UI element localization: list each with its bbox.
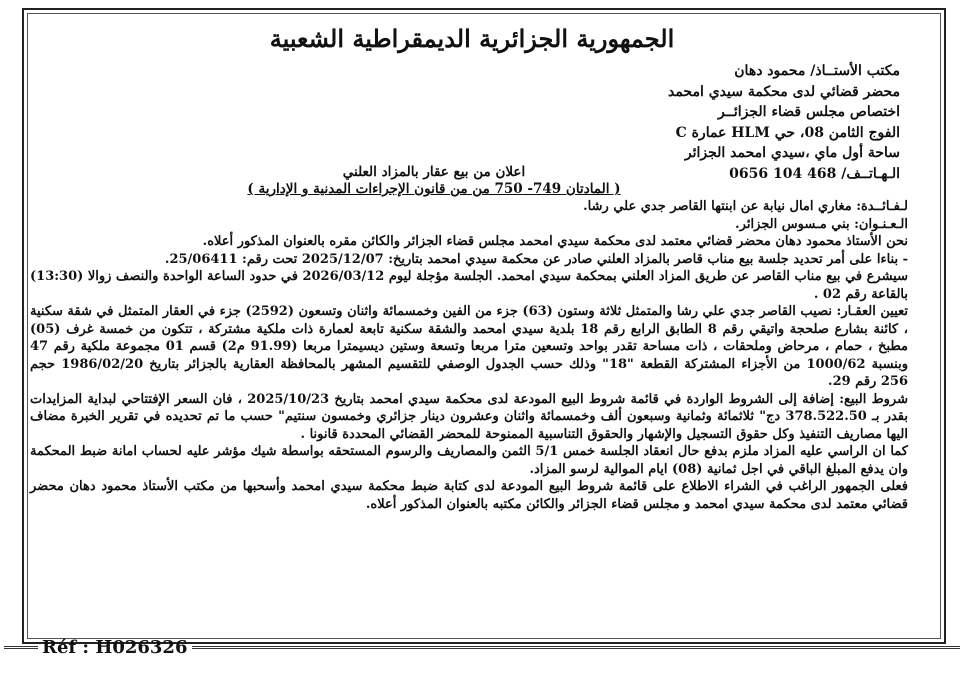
body-paragraph: شروط البيع: إضافة إلى الشروط الواردة في قائمة شروط البيع المودعة لدى محكمة سيدي امحمد بتاريخ 2025/10/23 ، فان السعر الإفتتاحي لبداية المزايدات بقدر بـ 378.522.50 دج" ثلاثمائة وثمانية وسبعون ألف وخمسمائة واثنان وعشرون دينار جزائري وخمسون سنتيم" حسب ما تم تحديده في تقرير الخبرة مضاف اليها مصاريف التنفيذ وكل حقوق التسجيل والإشهار والحقوق التناسبية الممنوحة للمحضر القضائي المحددة قانونا . <box>30 391 908 442</box>
office-line: مكتب الأستــاذ/ محمود دهان <box>734 63 900 79</box>
body-paragraph: - بناءا على أمر تحديد جلسة بيع مناب قاصر بالمزاد العلني صادر عن محكمة سيدي امحمد بتاريخ: 2025/12/07 تحت رقم: 25/06411. <box>164 251 908 267</box>
office-line: محضر قضائي لدى محكمة سيدي امحمد <box>667 83 900 100</box>
republic-heading: الجمهورية الجزائرية الديمقراطية الشعبية <box>269 24 675 53</box>
reference-leader-line <box>4 646 38 649</box>
body-paragraph: تعيين العقـار: نصيب القاصر جدي علي رشا والمتمثل ثلاثة وستون (63) جزء من الفين وخمسمائة واثنان وتسعون (2592) جزء في العقار المتمثل في شقة سكنية ، كائنة بشارع صلحجة واتيقي رقم 8 الطابق الرابع رقم 18 بلدية سيدي امحمد والشقة سكنية تابعة لعمارة ذات ملكية مشتركة ، تتكون من خمسة غرف (05) مطبخ ، حمام ، مرحاض وملحقات ، ذات مساحة تقدر بواحد وتسعين مترا مربعا وتسعة وستين ديسيمترا مربعا (91.99 م2) قسم 01 مجموعة ملكية رقم 47 وبنسبة 1000/62 من الأجزاء المشتركة القطعة "18" وذلك حسب الجدول الوصفي للتقسيم المشهر بالمحافظة العقارية بالجزائر بتاريخ 1986/02/20 حجم 256 رقم 29. <box>30 304 908 389</box>
document-content <box>30 16 914 513</box>
body-paragraph: لـفـائــدة: مغاري امال نيابة عن ابنتها القاصر جدي علي رشا. <box>583 199 908 214</box>
reference-bar <box>4 636 960 658</box>
reference-rule-line <box>192 646 961 649</box>
body-paragraph: الـعـنـوان: بني مـسوس الجزائر. <box>735 216 908 232</box>
office-line: الـهـاتــف/ 468 104 0656 <box>729 165 900 182</box>
notice-title: اعلان من بيع عقار بالمزاد العلني <box>342 164 526 180</box>
office-line: ساحة أول ماي ،سيدي امحمد الجزائر <box>684 145 900 161</box>
body-paragraph: كما ان الراسي عليه المزاد ملزم بدفع حال انعقاد الجلسة خمس 5/1 الثمن والمصاريف والرسوم المستحقه بواسطة شيك مؤشر عليه لحساب امانة ضبط المحكمة وان يدفع المبلغ الباقي في اجل ثمانية (08) ايام الموالية لرسو المزاد. <box>30 444 908 477</box>
office-line: اختصاص مجلس قضاء الجزائــر <box>717 104 900 120</box>
body-paragraph: سيشرع في بيع مناب القاصر عن طريق المزاد العلني بمحكمة سيدي امحمد. الجلسة مؤجلة ليوم 2026/03/12 في حدود الساعة الواحدة والنصف زوالا (13:30) بالقاعة رقم 02 . <box>30 269 908 302</box>
notice-subtitle: ( المادتان 749- 750 من من قانون الإجراءات المدنية و الإدارية ) <box>247 181 621 197</box>
body-paragraph: فعلى الجمهور الراغب في الشراء الاطلاع على قائمة شروط البيع المودعة لدى كتابة ضبط محكمة سيدي امحمد وأسحبها من مكتب الأستاذ محمود دهان محضر قضائي معتمد لدى محكمة سيدي امحمد و مجلس قضاء الجزائر والكائن مكتبه بالعنوان المذكور أعلاه. <box>30 479 908 512</box>
body-paragraph: نحن الأستاذ محمود دهان محضر قضائي معتمد لدى محكمة سيدي امحمد مجلس قضاء الجزائر والكائن مقره بالعنوان المذكور أعلاه. <box>202 234 908 249</box>
notice-body <box>30 198 914 513</box>
reference-number: Réf : H026326 <box>42 636 188 658</box>
office-line: الفوج الثامن 08، حي HLM عمارة C <box>675 124 900 141</box>
